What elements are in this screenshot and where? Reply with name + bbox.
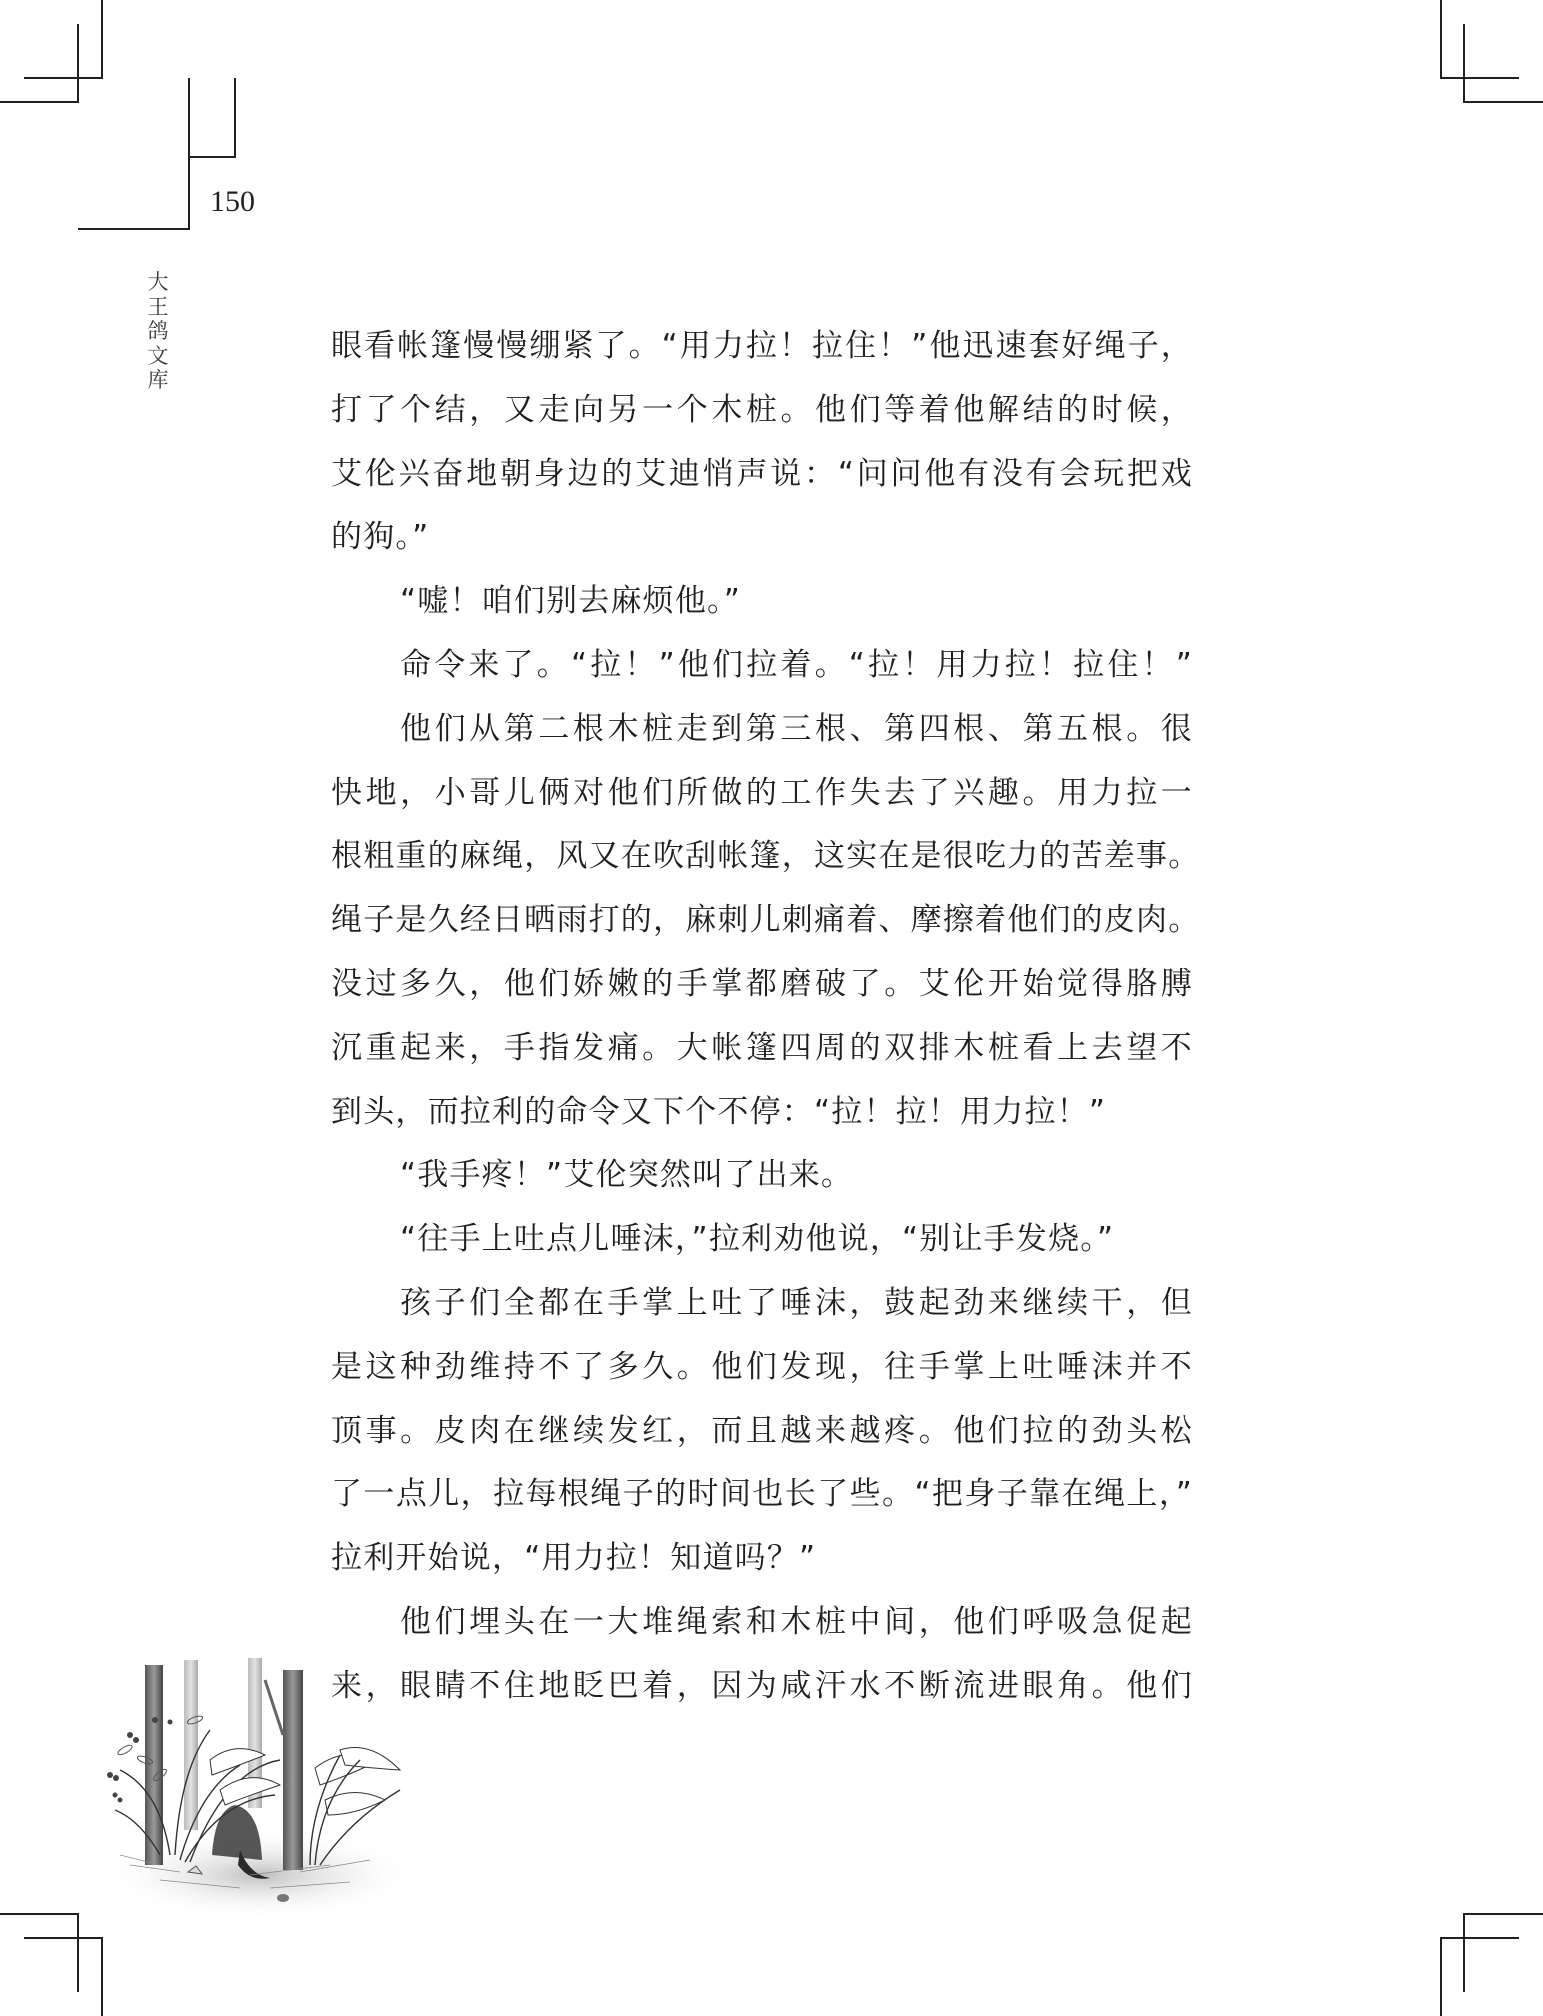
text-line: 眼看帐篷慢慢绷紧了。“用力拉！拉住！”他迅速套好绳子，: [331, 328, 1193, 364]
crop-mark-bottom-left-outer-horizontal: [0, 1913, 79, 1915]
crop-mark-bottom-right-inner-vertical: [1440, 1937, 1442, 2016]
series-title-char: 鸽: [147, 319, 169, 343]
crop-mark-bottom-right-outer-horizontal: [1463, 1913, 1543, 1915]
series-title-char: 库: [147, 368, 169, 392]
text-line: “我手疼！”艾伦突然叫了出来。: [400, 1157, 854, 1194]
crop-mark-top-left-inner-horizontal: [0, 101, 79, 103]
text-line: 顶事。皮肉在继续发红，而且越来越疼。他们拉的劲头松: [331, 1412, 1193, 1449]
series-title-char: 文: [147, 343, 169, 368]
text-line: “嘘！咱们别去麻烦他。”: [400, 583, 742, 620]
text-line: 的狗。”: [331, 519, 430, 556]
text-line: 孩子们全都在手掌上吐了唾沫，鼓起劲来继续干，但: [400, 1284, 1193, 1321]
text-line: 命令来了。“拉！”他们拉着。“拉！用力拉！拉住！”: [400, 646, 1193, 683]
crop-mark-top-right-inner-vertical: [1463, 24, 1465, 103]
text-line: 来，眼睛不住地眨巴着，因为咸汗水不断流进眼角。他们: [331, 1667, 1193, 1704]
crop-mark-bottom-left-outer-vertical: [77, 1913, 79, 1992]
crop-mark-top-left-outer-horizontal: [24, 77, 103, 79]
crop-mark-top-left-inner-vertical: [77, 24, 79, 103]
text-line: 绳子是久经日晒雨打的，麻刺儿刺痛着、摩擦着他们的皮肉。: [331, 902, 1201, 939]
crop-mark-top-right-outer-horizontal: [1440, 77, 1519, 79]
text-line: 他们从第二根木桩走到第三根、第四根、第五根。很: [400, 710, 1193, 747]
text-line: 艾伦兴奋地朝身边的艾迪悄声说：“问问他有没有会玩把戏: [331, 455, 1193, 492]
page-number-bracket-bottom: [78, 228, 190, 230]
text-line: 快地，小哥儿俩对他们所做的工作失去了兴趣。用力拉一: [331, 774, 1193, 811]
page-number-bracket-left-vertical: [188, 78, 190, 230]
crop-mark-top-right-outer-vertical: [1440, 0, 1442, 78]
text-line: “往手上吐点儿唾沫，”拉利劝他说，“别让手发烧。”: [400, 1221, 1115, 1258]
text-line: 打了个结，又走向另一个木桩。他们等着他解结的时候，: [331, 391, 1193, 428]
series-title-char: 王: [147, 294, 169, 319]
page-number-bracket-middle: [188, 156, 236, 158]
crop-mark-bottom-left-inner-vertical: [101, 1937, 103, 2016]
text-line: 沉重起来，手指发痛。大帐篷四周的双排木桩看上去望不: [331, 1029, 1193, 1066]
crop-mark-bottom-right-outer-vertical: [1463, 1913, 1465, 1992]
text-line: 根粗重的麻绳，风又在吹刮帐篷，这实在是很吃力的苦差事。: [331, 838, 1201, 875]
page-number: 150: [210, 185, 255, 218]
text-line: 是这种劲维持不了多久。他们发现，往手掌上吐唾沫并不: [331, 1348, 1193, 1385]
crop-mark-top-left-outer-vertical: [101, 0, 103, 78]
series-title-vertical: [146, 270, 170, 393]
forest-illustration: [100, 1650, 420, 1930]
series-title-char: 大: [147, 270, 169, 294]
text-line: 到头，而拉利的命令又下个不停：“拉！拉！用力拉！”: [331, 1093, 1107, 1130]
text-line: 拉利开始说，“用力拉！知道吗？”: [331, 1540, 817, 1577]
text-line: 了一点儿，拉每根绳子的时间也长了些。“把身子靠在绳上，”: [331, 1476, 1193, 1513]
body-text: [331, 315, 1201, 1719]
crop-mark-top-right-inner-horizontal: [1463, 101, 1543, 103]
crop-mark-bottom-right-inner-horizontal: [1440, 1937, 1519, 1939]
crop-mark-bottom-left-inner-horizontal: [24, 1937, 103, 1939]
text-line: 他们埋头在一大堆绳索和木桩中间，他们呼吸急促起: [400, 1603, 1193, 1640]
page-number-bracket-right-vertical: [234, 78, 236, 158]
text-line: 没过多久，他们娇嫩的手掌都磨破了。艾伦开始觉得胳膊: [331, 965, 1193, 1002]
